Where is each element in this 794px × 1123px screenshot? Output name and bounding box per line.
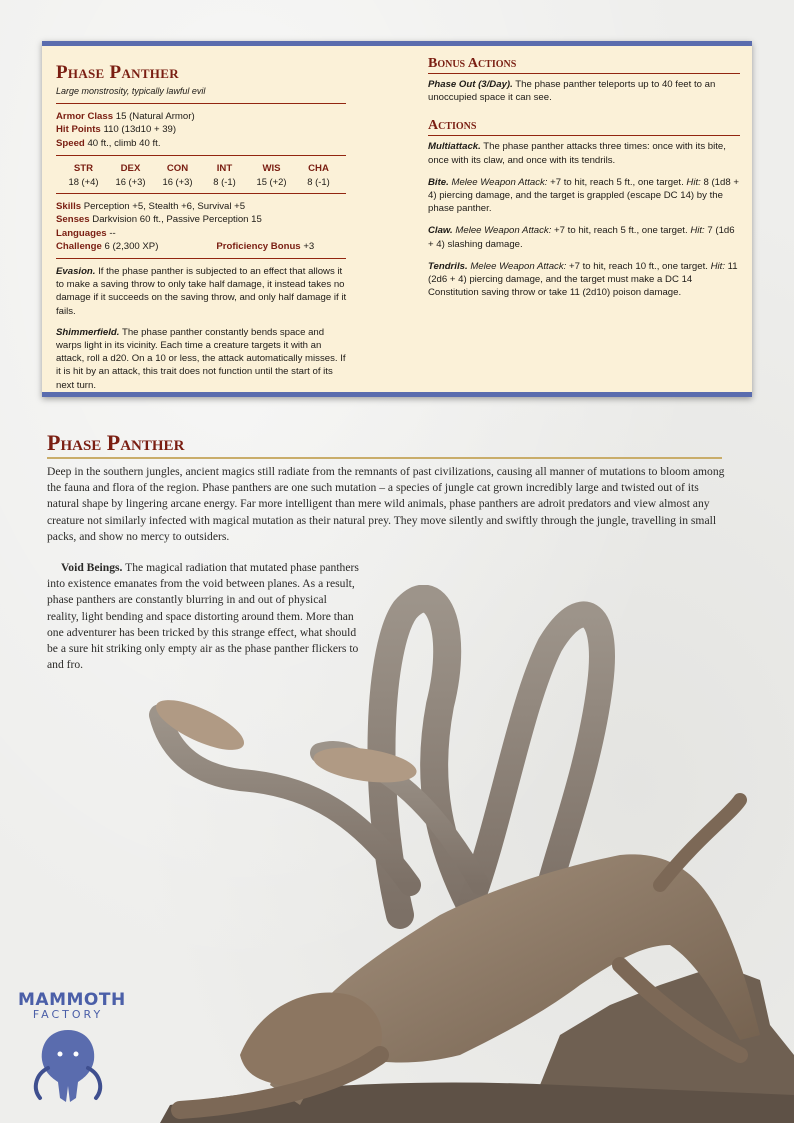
challenge: Challenge 6 (2,300 XP) — [56, 240, 159, 252]
divider — [56, 155, 346, 156]
senses: Senses Darkvision 60 ft., Passive Perception 15 — [56, 214, 262, 226]
action-bite: Bite. Melee Weapon Attack: +7 to hit, reach 5 ft., one target. Hit: 8 (1d8 + 4) piercing damage, and the target is grappled (escape DC 14) by the phase panther. — [428, 176, 739, 215]
action-multiattack: Multiattack. The phase panther attacks three times: once with its bite, once with its claw, and once with its tendrils. — [428, 141, 726, 166]
monster-name: Phase Panther — [56, 62, 179, 83]
languages: Languages -- — [56, 227, 116, 239]
stat-block-right-column — [428, 56, 740, 308]
ability-cha: CHA 8 (-1) — [307, 162, 330, 188]
lore-paragraph-void-beings: Void Beings. The magical radiation that mutated phase panthers into existence emanates from the void between planes. As a result, phase panthers are constantly blurring in and out of physical reality, light bending and space distorting around them. More than one adventurer has been tricked by this strange effect, what should be a sure hit striking only empty air as the phase panther flickers to and fro. — [47, 561, 359, 672]
action-tendrils: Tendrils. Melee Weapon Attack: +7 to hit, reach 10 ft., one target. Hit: 11 (2d6 + 4) piercing damage, and the target must make a DC 14 Constitution saving throw or take 11 (2d10) poison damage. — [428, 260, 738, 299]
ability-dex: DEX 16 (+3) — [115, 162, 146, 188]
action-claw: Claw. Melee Weapon Attack: +7 to hit, reach 5 ft., one target. Hit: 7 (1d6 + 4) slashing damage. — [428, 225, 735, 250]
bonus-action-phase-out: Phase Out (3/Day). The phase panther teleports up to 40 feet to an unoccupied space it can see. — [428, 79, 716, 104]
phase-panther-miniature-image — [140, 585, 794, 1123]
divider — [56, 193, 346, 194]
mammoth-factory-logo: MAMMOTH FACTORY — [18, 990, 118, 1106]
ability-str: STR 18 (+4) — [68, 162, 99, 188]
monster-type: Large monstrosity, typically lawful evil — [56, 86, 206, 96]
mammoth-icon — [26, 1024, 110, 1106]
lore-paragraph: Deep in the southern jungles, ancient magics still radiate from the remnants of past civilizations, causing all manner of mutations to bloom among the fauna and flora of the region. Phase panthers are one such mutation – a species of jungle cat grown incredibly large and twisted out of its natural shape by lingering arcane energy. Far more intelligent than mere wild animals, phase panthers are adroit predators and view almost any creature not similarly infected with magical mutation as their natural prey. They move silently and swiftly through the jungle, travelling in small packs, and show no mercy to outsiders. — [47, 465, 725, 543]
ability-con: CON 16 (+3) — [162, 162, 193, 188]
tendril — [470, 614, 602, 905]
proficiency-bonus: Proficiency Bonus +3 — [216, 240, 315, 252]
void-beings-heading: Void Beings. — [61, 561, 123, 574]
challenge-line — [56, 240, 348, 253]
stat-block — [42, 41, 752, 397]
ability-scores — [60, 162, 342, 188]
hit-points: Hit Points 110 (13d10 + 39) — [56, 124, 177, 136]
bonus-actions-heading: Bonus Actions — [428, 56, 740, 74]
actions-heading: Actions — [428, 118, 740, 136]
divider — [56, 103, 346, 104]
panther-tail — [660, 800, 740, 885]
section-title: Phase Panther — [47, 430, 722, 459]
trait-shimmerfield: Shimmerfield. The phase panther constantly bends space and warps light in its vicinity. Each time a creature targets it with an attack, roll a d20. On a 10 or less, the attack automatically misses. If it is hit by an attack, this trait does not function until the start of its next turn. — [56, 326, 346, 391]
ability-wis: WIS 15 (+2) — [256, 162, 287, 188]
trait-evasion: Evasion. If the phase panther is subjected to an effect that allows it to make a saving throw to only take half damage, it instead takes no damage if it succeeds on the saving throw, and only half damage if it fails. — [56, 266, 347, 317]
speed: Speed 40 ft., climb 40 ft. — [56, 137, 161, 149]
stat-block-left-column — [56, 56, 348, 392]
divider — [56, 258, 346, 259]
ability-int: INT 8 (-1) — [213, 162, 236, 188]
skills: Skills Perception +5, Stealth +6, Survival +5 — [56, 201, 246, 213]
armor-class: Armor Class 15 (Natural Armor) — [56, 111, 195, 123]
